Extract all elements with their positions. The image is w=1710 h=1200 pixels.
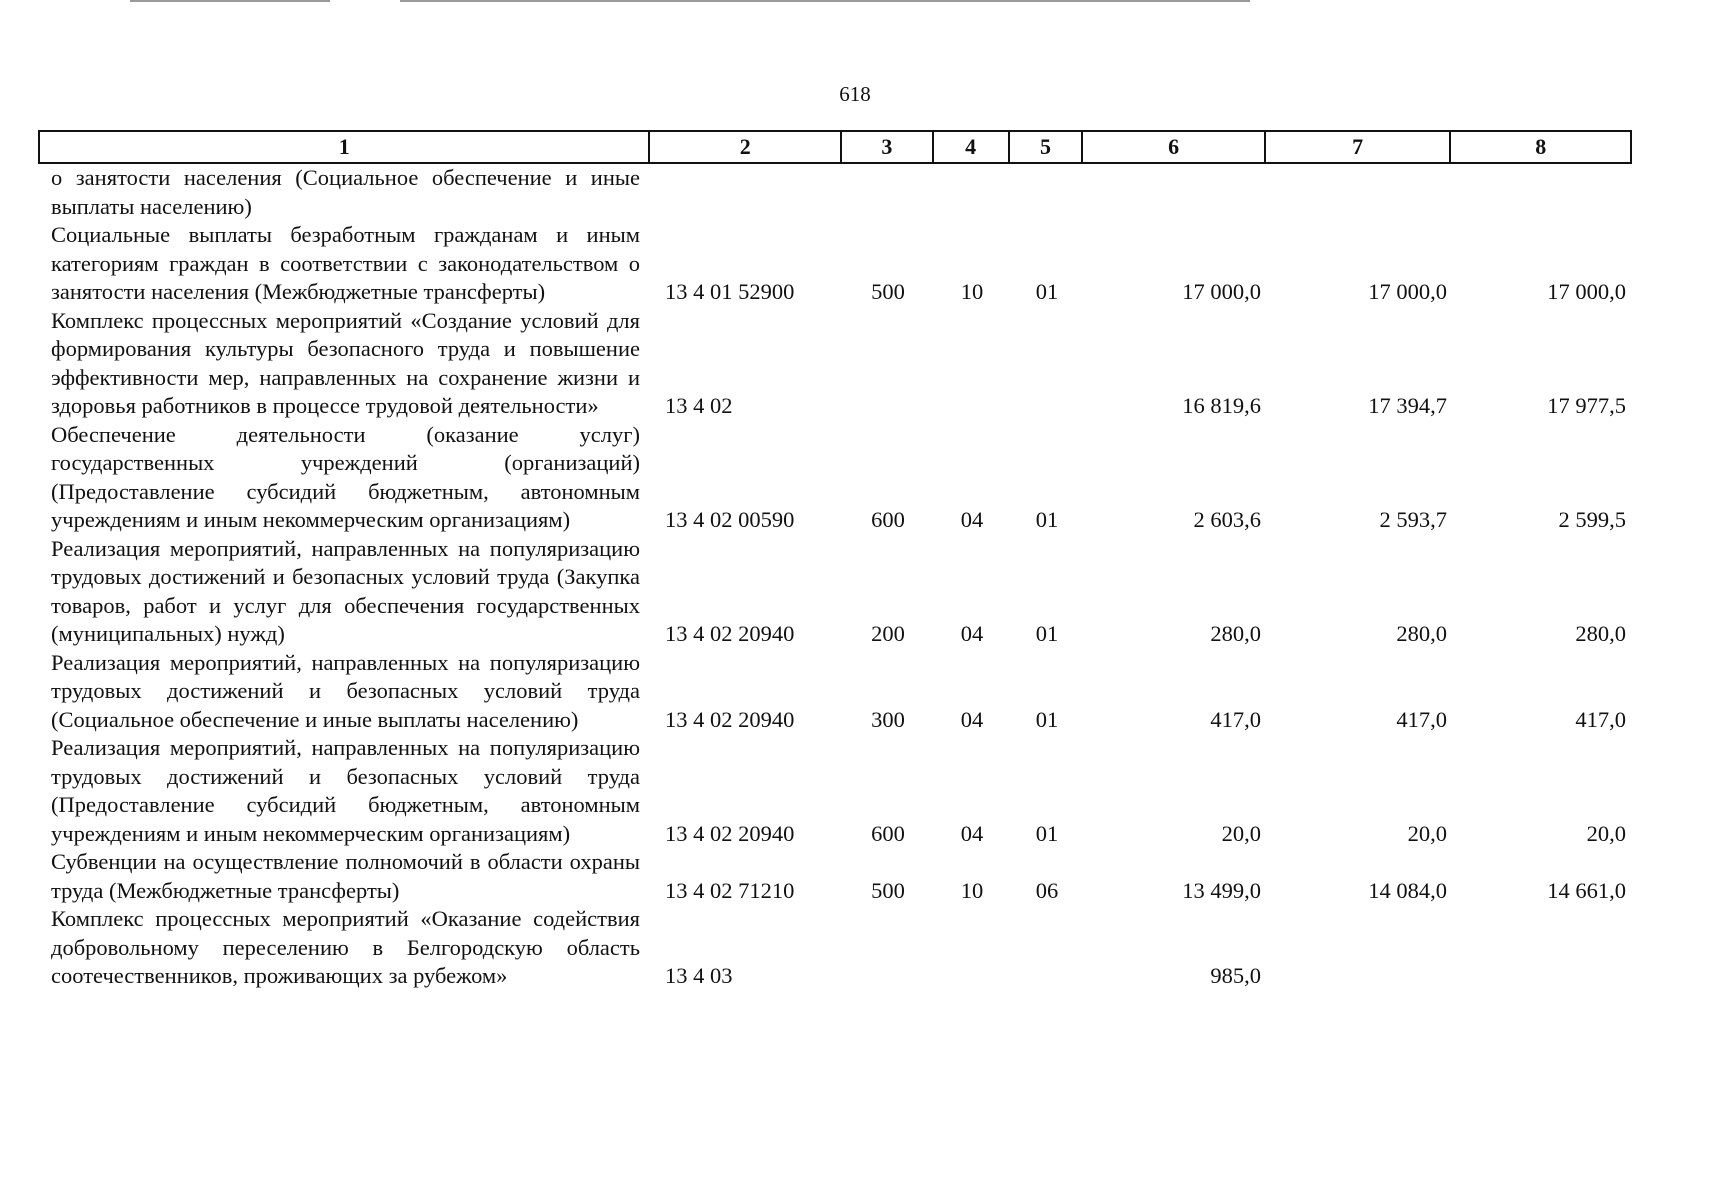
column-header-5: 5 <box>1010 132 1084 162</box>
row-value-6: 2 603,6 <box>1193 507 1261 532</box>
row-code: 13 4 01 52900 <box>665 279 795 304</box>
table-row <box>38 164 1632 221</box>
scan-artifact-line <box>400 0 1250 2</box>
row-description: о занятости населения (Социальное обеспечение и иные выплаты населению) <box>51 165 640 219</box>
table-row <box>38 307 1632 421</box>
row-value-7: 20,0 <box>1407 820 1447 846</box>
row-col-4: 10 <box>960 877 984 903</box>
row-col-3: 600 <box>871 507 905 532</box>
row-col-5: 01 <box>1035 507 1059 532</box>
row-code: 13 4 02 00590 <box>665 507 795 532</box>
row-description: Комплекс процессных мероприятий «Оказание содействия добровольному переселению в Белгородскую область соотечественников, проживающих за рубежом» <box>51 906 640 988</box>
row-value-6: 417,0 <box>1210 706 1261 732</box>
row-col-4: 10 <box>960 279 984 304</box>
row-value-7: 17 394,7 <box>1368 393 1447 418</box>
table-row <box>38 421 1632 535</box>
row-description: Комплекс процессных мероприятий «Создание условий для формирования культуры безопасного труда и повышение эффективности мер, направленных на сохранение жизни и здоровья работников в процессе трудовой деятельности» <box>51 307 640 418</box>
row-value-7: 2 593,7 <box>1379 507 1447 532</box>
row-code: 13 4 02 20940 <box>665 706 795 732</box>
row-value-8: 20,0 <box>1586 820 1626 846</box>
row-code: 13 4 03 <box>665 963 733 988</box>
row-code: 13 4 02 20940 <box>665 621 795 646</box>
row-col-4: 04 <box>960 507 984 532</box>
row-code: 13 4 02 <box>665 393 733 418</box>
row-value-6: 20,0 <box>1221 820 1261 846</box>
table-row <box>38 535 1632 649</box>
row-value-8: 280,0 <box>1575 621 1626 646</box>
row-col-3: 200 <box>871 621 905 646</box>
row-value-8: 2 599,5 <box>1558 507 1626 532</box>
row-col-5: 01 <box>1035 820 1059 846</box>
row-value-6: 16 819,6 <box>1182 393 1261 418</box>
row-col-4: 04 <box>960 621 984 646</box>
row-value-7: 280,0 <box>1396 621 1447 646</box>
row-value-6: 280,0 <box>1210 621 1261 646</box>
column-header-7: 7 <box>1266 132 1452 162</box>
scan-artifact-line <box>130 0 330 2</box>
row-col-4: 04 <box>960 706 984 732</box>
row-col-3: 500 <box>871 279 905 304</box>
row-description: Реализация мероприятий, направленных на популяризацию трудовых достижений и безопасных условий труда (Предоставление субсидий бюджетным, автономным учреждениям и иным некоммерческим организациям) <box>51 735 640 846</box>
row-value-7: 17 000,0 <box>1368 279 1447 304</box>
row-description: Реализация мероприятий, направленных на популяризацию трудовых достижений и безопасных условий труда (Закупка товаров, работ и услуг для обеспечения государственных (муниципальных) нужд) <box>51 535 640 646</box>
row-col-5: 01 <box>1035 621 1059 646</box>
page-number: 618 <box>839 82 871 106</box>
row-col-4: 04 <box>960 820 984 846</box>
row-col-5: 01 <box>1035 706 1059 732</box>
row-value-7: 14 084,0 <box>1368 877 1447 903</box>
table-body <box>38 164 1632 991</box>
column-header-2: 2 <box>650 132 842 162</box>
row-col-5: 06 <box>1035 877 1059 903</box>
row-value-8: 17 000,0 <box>1547 279 1626 304</box>
row-description: Социальные выплаты безработным гражданам и иным категориям граждан в соответствии с законодательством о занятости населения (Межбюджетные трансферты) <box>51 222 640 304</box>
column-header-6: 6 <box>1083 132 1266 162</box>
table-row <box>38 848 1632 905</box>
row-code: 13 4 02 71210 <box>665 877 795 903</box>
table-row <box>38 905 1632 991</box>
row-value-8: 14 661,0 <box>1547 877 1626 903</box>
table-row <box>38 734 1632 848</box>
row-value-6: 985,0 <box>1210 963 1261 988</box>
row-value-8: 17 977,5 <box>1547 393 1626 418</box>
table-header <box>38 130 1632 164</box>
row-value-6: 13 499,0 <box>1182 877 1261 903</box>
column-header-4: 4 <box>934 132 1010 162</box>
column-header-1: 1 <box>40 132 650 162</box>
row-col-3: 500 <box>871 877 905 903</box>
row-value-7: 417,0 <box>1396 706 1447 732</box>
row-description: Субвенции на осуществление полномочий в области охраны труда (Межбюджетные трансферты) <box>51 849 640 903</box>
row-col-3: 300 <box>871 706 905 732</box>
row-description: Обеспечение деятельности (оказание услуг) государственных учреждений (организаций) (Предоставление субсидий бюджетным, автономным учреждениям и иным некоммерческим организациям) <box>51 421 640 532</box>
column-header-3: 3 <box>842 132 934 162</box>
column-header-8: 8 <box>1535 134 1547 159</box>
row-value-8: 417,0 <box>1575 706 1626 732</box>
row-value-6: 17 000,0 <box>1182 279 1261 304</box>
table-row <box>38 649 1632 735</box>
row-col-5: 01 <box>1035 279 1059 304</box>
row-col-3: 600 <box>871 820 905 846</box>
row-code: 13 4 02 20940 <box>665 820 795 846</box>
table-row <box>38 221 1632 307</box>
row-description: Реализация мероприятий, направленных на популяризацию трудовых достижений и безопасных условий труда (Социальное обеспечение и иные выплаты населению) <box>51 649 640 732</box>
